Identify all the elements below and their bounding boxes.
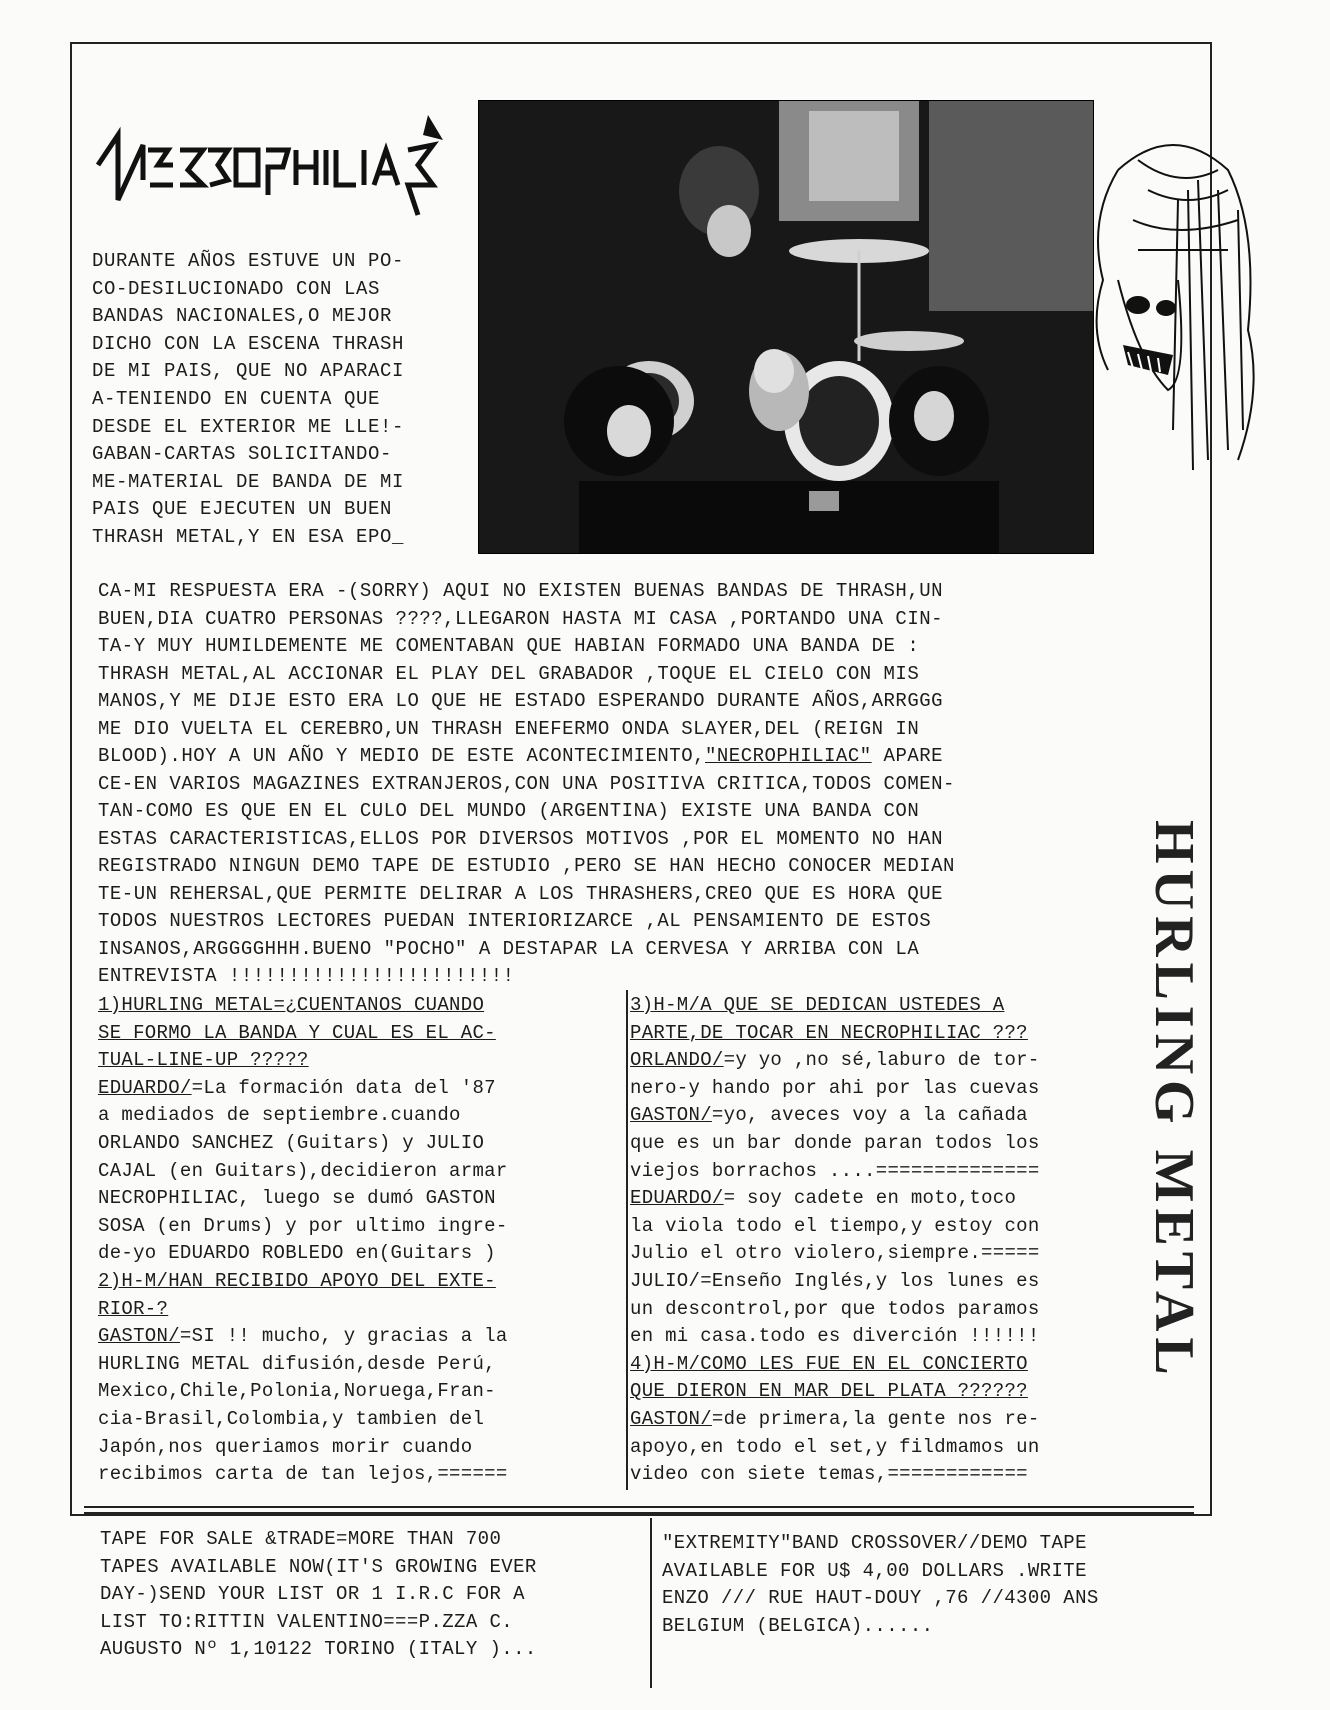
ad-line: DAY-)SEND YOUR LIST OR 1 I.R.C FOR A	[100, 1583, 525, 1605]
answer-line: Japón,nos queriamos morir cuando	[98, 1435, 473, 1458]
speaker-label: JULIO/	[630, 1269, 701, 1292]
ad-tape-trade	[100, 1526, 537, 1664]
answer-line: un descontrol,por que todos paramos	[630, 1297, 1040, 1320]
para-line: REGISTRADO NINGUN DEMO TAPE DE ESTUDIO ,PERO SE HAN HECHO CONOCER MEDIAN	[98, 855, 955, 877]
para-line: BUEN,DIA CUATRO PERSONAS ????,LLEGARON HASTA MI CASA ,PORTANDO UNA CIN-	[98, 607, 944, 630]
side-title	[1143, 820, 1260, 1381]
para-line: INSANOS,ARGGGGHHH.BUENO "POCHO" A DESTAPAR LA CERVESA Y ARRIBA CON LA	[98, 937, 920, 960]
interview-right-column	[630, 992, 1150, 1489]
para-line: ESTAS CARACTERISTICAS,ELLOS POR DIVERSOS MOTIVOS ,POR EL MOMENTO NO HAN	[98, 827, 944, 850]
answer-line: viejos borrachos ....==============	[630, 1159, 1040, 1182]
para-line: CA-MI RESPUESTA ERA -(SORRY) AQUI NO EXISTEN BUENAS BANDAS DE THRASH,UN	[98, 580, 944, 602]
para-line: TAN-COMO ES QUE EN EL CULO DEL MUNDO (ARGENTINA) EXISTE UNA BANDA CON	[98, 800, 920, 822]
ad-line: "EXTREMITY"BAND CROSSOVER//DEMO TAPE	[662, 1532, 1087, 1554]
side-title-text: HURLING METAL	[1143, 820, 1205, 1381]
answer-line: Mexico,Chile,Polonia,Noruega,Fran-	[98, 1380, 496, 1403]
para-line: TA-Y MUY HUMILDEMENTE ME COMENTABAN QUE HABIAN FORMADO UNA BANDA DE :	[98, 635, 920, 657]
ad-line: BELGIUM (BELGICA)......	[662, 1614, 934, 1637]
answer-line: la viola todo el tiempo,y estoy con	[630, 1214, 1040, 1237]
band-logo	[88, 105, 458, 225]
ad-line: AUGUSTO Nº 1,10122 TORINO (ITALY )...	[100, 1638, 537, 1660]
speaker-label: EDUARDO/	[98, 1076, 192, 1099]
question-4: QUE DIERON EN MAR DEL PLATA ??????	[630, 1380, 1028, 1403]
speaker-label: ORLANDO/	[630, 1049, 724, 1072]
para-line: MANOS,Y ME DIJE ESTO ERA LO QUE HE ESTADO ESPERANDO DURANTE AÑOS,ARRGGG	[98, 690, 944, 712]
answer-line	[630, 1102, 1150, 1130]
main-paragraph	[98, 578, 1138, 991]
band-name-highlight: "NECROPHILIAC"	[705, 745, 872, 767]
para-line: TE-UN REHERSAL,QUE PERMITE DELIRAR A LOS THRASHERS,CREO QUE ES HORA QUE	[98, 882, 944, 905]
intro-line: A-TENIENDO EN CUENTA QUE	[92, 387, 381, 410]
answer-line: recibimos carta de tan lejos,======	[98, 1463, 508, 1486]
ad-line: TAPES AVAILABLE NOW(IT'S GROWING EVER	[100, 1555, 537, 1578]
para-line: ENTREVISTA !!!!!!!!!!!!!!!!!!!!!!!!	[98, 965, 515, 987]
para-text: APARE	[871, 745, 944, 767]
answer-text: = soy cadete en moto,toco	[723, 1187, 1017, 1210]
ads-border	[84, 1512, 1194, 1514]
ad-line: AVAILABLE FOR U$ 4,00 DOLLARS .WRITE	[662, 1559, 1087, 1582]
question-3: PARTE,DE TOCAR EN NECROPHILIAC ???	[630, 1021, 1028, 1044]
speaker-label: GASTON/	[630, 1407, 712, 1430]
para-line: THRASH METAL,AL ACCIONAR EL PLAY DEL GRABADOR ,TOQUE EL CIELO CON MIS	[98, 662, 920, 685]
answer-line	[630, 1185, 1150, 1213]
answer-line	[98, 1075, 610, 1103]
answer-line: SOSA (en Drums) y por ultimo ingre-	[98, 1214, 508, 1237]
interview-left-column	[98, 992, 610, 1489]
question-3: 3)H-M/A QUE SE DEDICAN USTEDES A	[630, 994, 1005, 1016]
question-1: TUAL-LINE-UP ?????	[98, 1049, 309, 1072]
ad-extremity	[662, 1530, 1099, 1640]
answer-line: NECROPHILIAC, luego se dumó GASTON	[98, 1187, 496, 1210]
intro-line: CO-DESILUCIONADO CON LAS	[92, 277, 381, 300]
intro-line: BANDAS NACIONALES,O MEJOR	[92, 305, 393, 328]
answer-line: en mi casa.todo es diverción !!!!!!	[630, 1325, 1040, 1348]
question-4: 4)H-M/COMO LES FUE EN EL CONCIERTO	[630, 1352, 1028, 1375]
ad-line: LIST TO:RITTIN VALENTINO===P.ZZA C.	[100, 1610, 514, 1633]
intro-line: PAIS QUE EJECUTEN UN BUEN	[92, 498, 393, 521]
column-divider	[626, 990, 628, 1490]
answer-line: video con siete temas,============	[630, 1463, 1028, 1486]
answer-text: =La formación data del '87	[191, 1076, 496, 1099]
answer-line: apoyo,en todo el set,y fildmamos un	[630, 1435, 1040, 1458]
answer-line	[630, 1406, 1150, 1434]
answer-line	[98, 1323, 610, 1351]
speaker-label: GASTON/	[630, 1104, 712, 1127]
intro-line: THRASH METAL,Y EN ESA EPO_	[92, 525, 405, 548]
answer-text: =y yo ,no sé,laburo de tor-	[723, 1049, 1040, 1072]
answer-line	[630, 1268, 1150, 1296]
answer-line	[630, 1047, 1150, 1075]
para-line: ME DIO VUELTA EL CEREBRO,UN THRASH ENEFERMO ONDA SLAYER,DEL (REIGN IN	[98, 717, 920, 740]
skull-illustration	[1078, 130, 1268, 490]
answer-text: =Enseño Inglés,y los lunes es	[700, 1269, 1040, 1292]
answer-text: =de primera,la gente nos re-	[711, 1407, 1040, 1430]
para-line	[98, 743, 1138, 771]
question-1: SE FORMO LA BANDA Y CUAL ES EL AC-	[98, 1021, 496, 1044]
intro-line: DURANTE AÑOS ESTUVE UN PO-	[92, 250, 405, 272]
intro-line: DESDE EL EXTERIOR ME LLE!-	[92, 415, 405, 438]
answer-line: Julio el otro violero,siempre.=====	[630, 1242, 1040, 1265]
band-photo	[478, 100, 1094, 554]
answer-line: ORLANDO SANCHEZ (Guitars) y JULIO	[98, 1131, 485, 1154]
question-2: 2)H-M/HAN RECIBIDO APOYO DEL EXTE-	[98, 1269, 496, 1292]
answer-line: cia-Brasil,Colombia,y tambien del	[98, 1407, 485, 1430]
question-2: RIOR-?	[98, 1297, 169, 1320]
intro-line: DICHO CON LA ESCENA THRASH	[92, 332, 405, 355]
answer-line: de-yo EDUARDO ROBLEDO en(Guitars )	[98, 1242, 496, 1265]
answer-line: CAJAL (en Guitars),decidieron armar	[98, 1159, 508, 1182]
question-1: 1)HURLING METAL=¿CUENTANOS CUANDO	[98, 994, 485, 1016]
ad-line: ENZO /// RUE HAUT-DOUY ,76 //4300 ANS	[662, 1587, 1099, 1609]
ads-divider	[650, 1518, 652, 1688]
speaker-label: EDUARDO/	[630, 1187, 724, 1210]
answer-line: HURLING METAL difusión,desde Perú,	[98, 1352, 496, 1375]
intro-line: DE MI PAIS, QUE NO APARACI	[92, 360, 405, 383]
answer-line: a mediados de septiembre.cuando	[98, 1104, 461, 1127]
intro-line: GABAN-CARTAS SOLICITANDO-	[92, 443, 393, 466]
speaker-label: GASTON/	[98, 1325, 180, 1348]
answer-line: nero-y hando por ahi por las cuevas	[630, 1076, 1040, 1099]
para-line: TODOS NUESTROS LECTORES PUEDAN INTERIORIZARCE ,AL PENSAMIENTO DE ESTOS	[98, 910, 932, 932]
para-text: BLOOD).HOY A UN AÑO Y MEDIO DE ESTE ACONTECIMIENTO,	[98, 745, 705, 767]
intro-text	[92, 248, 472, 552]
ad-line: TAPE FOR SALE &TRADE=MORE THAN 700	[100, 1528, 502, 1550]
intro-line: ME-MATERIAL DE BANDA DE MI	[92, 470, 405, 493]
answer-text: =SI !! mucho, y gracias a la	[179, 1325, 508, 1348]
answer-text: =yo, aveces voy a la cañada	[711, 1104, 1028, 1127]
para-line: CE-EN VARIOS MAGAZINES EXTRANJEROS,CON UNA POSITIVA CRITICA,TODOS COMEN-	[98, 772, 955, 795]
answer-line: que es un bar donde paran todos los	[630, 1131, 1040, 1154]
